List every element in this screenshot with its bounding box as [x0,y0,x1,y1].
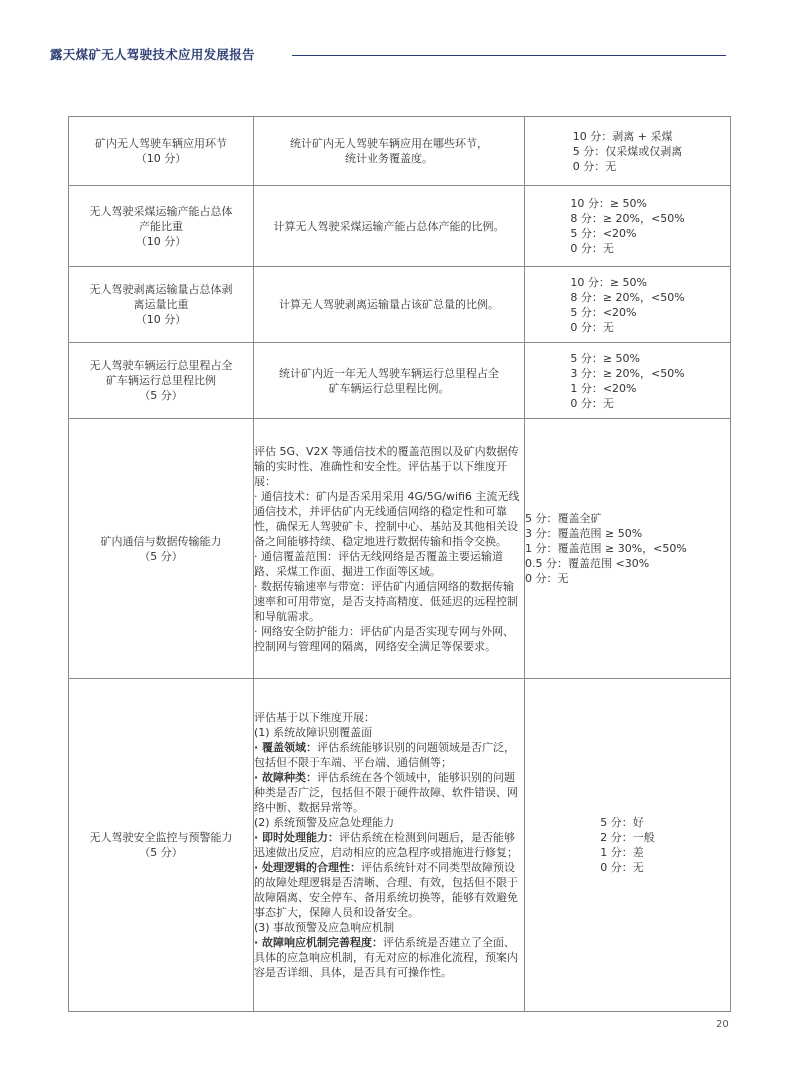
page-number: 20 [716,1019,729,1030]
description-heading: (2) 系统预警及应急处理能力 [254,816,395,829]
criterion-cell [69,679,254,1012]
criterion-text: 离运量比重 [133,298,189,311]
item-label: · 即时处理能力： [254,831,340,844]
scoring-cell [525,343,731,419]
scoring-line: 0 分：无 [600,861,644,874]
scoring-line: 0 分：无 [570,242,614,255]
table-row [69,679,731,1012]
criterion-points: （5 分） [139,389,183,402]
description-cell [254,186,525,267]
description-item [254,860,524,920]
scoring-line: 5 分：≥ 50% [570,351,640,365]
description-cell [254,679,525,1012]
scoring-line: 0.5 分：覆盖范围 <30% [525,557,650,570]
table-row [69,186,731,267]
item-label: · 处理逻辑的合理性： [254,861,362,874]
description-cell [254,343,525,419]
criterion-text: 无人驾驶剥离运输量占总体剥 [89,283,233,296]
criterion-text: 产能比重 [139,219,183,233]
description-item [254,830,524,860]
description-heading: (3) 事故预警及应急响应机制 [254,921,395,934]
description-text: 计算无人驾驶采煤运输产能占总体产能的比例。 [273,219,505,233]
description-text: 评估基于以下维度开展： [254,711,375,724]
criterion-cell [69,186,254,267]
description-text: · 数据传输速率与带宽：评估矿内通信网络的数据传输速率和可用带宽，是否支持高精度、低延迟的远程控制和导航需求。 [254,579,518,623]
description-cell [254,419,525,679]
scoring-line: 5 分：仅采煤或仅剥离 [572,144,683,158]
criterion-points: （10 分） [135,234,187,248]
scoring-line: 3 分：≥ 20%，<50% [570,366,685,380]
scoring-line: 0 分：无 [572,159,617,173]
scoring-cell [525,267,731,343]
scoring-line: 5 分：<20% [570,227,637,240]
table-row [69,419,731,679]
criterion-text: 无人驾驶采煤运输产能占总体 [89,204,233,218]
description-text: 计算无人驾驶剥离运输量占该矿总量的比例。 [279,298,499,311]
table-row [69,267,731,343]
scoring-cell [525,186,731,267]
item-text: 评估系统在检测到问题后，是否能够迅速做出反应，启动相应的应急程序或措施进行修复； [254,831,518,859]
description-text: 矿车辆运行总里程比例。 [328,381,450,395]
scoring-line: 1 分：差 [600,846,644,859]
scoring-line: 8 分：≥ 20%，<50% [570,212,685,225]
description-item [254,935,524,980]
item-label: · 故障种类： [254,771,318,784]
description-text: 统计矿内无人驾驶车辆应用在哪些环节， [290,137,488,150]
scoring-line: 10 分：≥ 50% [570,197,647,210]
description-text: 评估 5G、V2X 等通信技术的覆盖范围以及矿内数据传输的实时性、准确性和安全性。评估基于以下维度开展： [254,444,519,488]
scoring-line: 8 分：≥ 20%，<50% [570,290,685,304]
scoring-cell [525,117,731,186]
table-row [69,117,731,186]
description-text: (1) 系统故障识别覆盖面 [254,726,373,739]
item-label: · 覆盖领域： [254,741,318,754]
criterion-points: （10 分） [135,152,187,165]
item-text: 评估系统在各个领域中，能够识别的问题种类是否广泛，包括但不限于硬件故障、软件错误、网络中断、数据异常等。 [254,771,518,814]
criterion-cell [69,343,254,419]
description-item [254,770,524,815]
scoring-line: 5 分：覆盖全矿 [525,512,602,525]
description-text: 统计业务覆盖度。 [345,152,433,165]
item-text: 评估系统能够识别的问题领域是否广泛，包括但不限于车端、平台端、通信侧等； [254,741,516,769]
criterion-text: 矿内无人驾驶车辆应用环节 [95,137,227,150]
scoring-table [68,116,731,1012]
criterion-text: 矿内通信与数据传输能力 [100,534,222,548]
scoring-line: 5 分：<20% [570,305,637,319]
item-text: 评估系统针对不同类型故障预设的故障处理逻辑是否清晰、合理、有效，包括但不限于故障隔离、安全停车、备用系统切换等，能够有效避免事态扩大，保障人员和设备安全。 [254,861,518,919]
description-cell [254,267,525,343]
scoring-line: 10 分：剥离 + 采煤 [572,129,673,143]
item-label: · 故障响应机制完善程度： [254,936,384,949]
criterion-text: 无人驾驶安全监控与预警能力 [89,831,233,844]
scoring-line: 0 分：无 [525,572,569,585]
scoring-line: 0 分：无 [570,320,614,334]
criterion-cell [69,267,254,343]
scoring-line: 2 分：一般 [600,831,655,844]
scoring-line: 1 分：<20% [570,381,637,395]
description-cell [254,117,525,186]
description-text: · 网络安全防护能力：评估矿内是否实现专网与外网、控制网与管理网的隔离，网络安全满足等保要求。 [254,624,514,653]
criterion-points: （5 分） [139,549,183,563]
scoring-line: 1 分：覆盖范围 ≥ 30%，<50% [525,542,687,555]
table-row [69,343,731,419]
report-title: 露天煤矿无人驾驶技术应用发展报告 [50,47,255,62]
description-text: · 通信覆盖范围：评估无线网络是否覆盖主要运输道路、采煤工作面、掘进工作面等区域。 [254,549,503,578]
criterion-text: 无人驾驶车辆运行总里程占全 [89,359,233,372]
scoring-cell [525,419,731,679]
scoring-line: 10 分：≥ 50% [570,275,647,289]
scoring-line: 3 分：覆盖范围 ≥ 50% [525,527,643,540]
scoring-cell [525,679,731,1012]
description-text: · 通信技术：矿内是否采用采用 4G/5G/wifi6 主流无线通信技术，并评估矿内无线通信网络的稳定性和可靠性，确保无人驾驶矿卡、控制中心、基站及其他相关设备之间能够持续、稳定地进行数据传输和指令交换。 [254,489,520,548]
criterion-text: 矿车辆运行总里程比例 [106,374,216,387]
criterion-cell [69,117,254,186]
description-text: 统计矿内近一年无人驾驶车辆运行总里程占全 [279,366,499,380]
header-divider [292,55,726,56]
criterion-points: （5 分） [139,846,183,859]
scoring-line: 0 分：无 [570,396,614,410]
scoring-line: 5 分：好 [600,816,644,829]
description-item [254,740,524,770]
criterion-cell [69,419,254,679]
item-text: 评估系统是否建立了全面、具体的应急响应机制，有无对应的标准化流程，预案内容是否详细、具体，是否具有可操作性。 [254,936,518,979]
criterion-points: （10 分） [135,313,187,326]
